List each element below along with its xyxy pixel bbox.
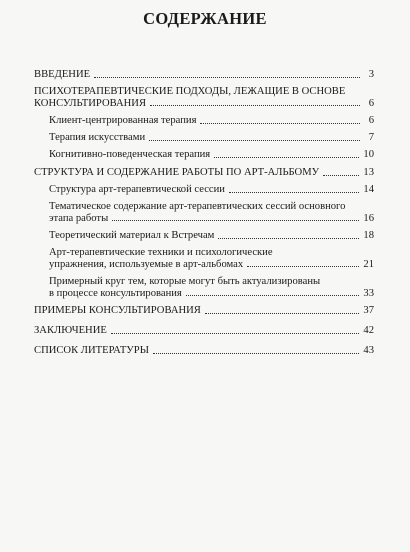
- toc-entry-title-cont: этапа работы: [49, 212, 109, 224]
- toc-entry-page: 33: [363, 287, 374, 299]
- toc-entry-title: Клиент-центрированная терапия: [49, 115, 197, 126]
- toc-entry-title: ПРИМЕРЫ КОНСУЛЬТИРОВАНИЯ: [34, 305, 201, 316]
- toc-entry-session-structure[interactable]: [49, 184, 374, 196]
- toc-entry-techniques[interactable]: [49, 247, 374, 270]
- toc-entry-title: ПСИХОТЕРАПЕВТИЧЕСКИЕ ПОДХОДЫ, ЛЕЖАЩИЕ В ОСНОВЕ: [34, 86, 346, 97]
- page-title: СОДЕРЖАНИЕ: [143, 9, 267, 28]
- toc-entry-page: 16: [363, 212, 374, 224]
- toc-entry-theory[interactable]: [49, 230, 374, 242]
- toc-entry-title: Тематическое содержание арт-терапевтических сессий основного: [49, 201, 346, 212]
- toc-entry-page: 13: [363, 167, 374, 178]
- leader-dots: [229, 192, 359, 193]
- toc-entry-title-cont: КОНСУЛЬТИРОВАНИЯ: [34, 97, 147, 109]
- leader-dots: [200, 123, 360, 124]
- toc-entry-page: 18: [363, 230, 374, 241]
- toc-entry-title: СПИСОК ЛИТЕРАТУРЫ: [34, 345, 149, 356]
- toc-entry-page: 37: [363, 305, 374, 316]
- toc-entry-introduction[interactable]: [34, 69, 374, 81]
- toc-entry-examples[interactable]: [34, 305, 374, 317]
- toc-entry-page: 10: [363, 149, 374, 160]
- leader-dots: [247, 266, 359, 267]
- toc-entry-title: СТРУКТУРА И СОДЕРЖАНИЕ РАБОТЫ ПО АРТ-АЛЬБОМУ: [34, 167, 320, 178]
- toc-entry-page: 6: [368, 97, 374, 109]
- toc-entry-title: ЗАКЛЮЧЕНИЕ: [34, 325, 107, 336]
- leader-dots: [186, 295, 360, 296]
- leader-dots: [323, 175, 359, 176]
- leader-dots: [214, 157, 359, 158]
- toc-entry-conclusion[interactable]: [34, 325, 374, 337]
- toc-entry-title: ВВЕДЕНИЕ: [34, 69, 91, 80]
- leader-dots: [205, 313, 360, 314]
- toc-entry-approaches[interactable]: [34, 86, 374, 109]
- toc-entry-title: Структура арт-терапевтической сессии: [49, 184, 225, 195]
- toc-entry-title-cont: в процессе консультирования: [49, 287, 182, 299]
- toc-entry-page: 43: [363, 345, 374, 356]
- toc-entry-page: 14: [363, 184, 374, 195]
- leader-dots: [94, 77, 360, 78]
- toc-entry-title: Когнитивно-поведенческая терапия: [49, 149, 211, 160]
- toc-entry-title: Примерный круг тем, которые могут быть актуализированы: [49, 276, 321, 287]
- toc-entry-art-therapy[interactable]: [49, 132, 374, 144]
- toc-entry-topics[interactable]: [49, 276, 374, 299]
- toc-entry-title-cont: упражнения, используемые в арт-альбомах: [49, 258, 244, 270]
- toc-entry-page: 7: [368, 132, 374, 143]
- toc-entry-title: Арт-терапевтические техники и психологические: [49, 247, 273, 258]
- leader-dots: [150, 105, 360, 106]
- toc-entry-page: 6: [368, 115, 374, 126]
- leader-dots: [111, 333, 360, 334]
- leader-dots: [112, 220, 359, 221]
- toc-entry-title: Терапия искусствами: [49, 132, 146, 143]
- toc-entry-thematic-content[interactable]: [49, 201, 374, 224]
- toc-entry-title: Теоретический материал к Встречам: [49, 230, 215, 241]
- toc-entry-structure[interactable]: [34, 167, 374, 179]
- toc-entry-page: 42: [363, 325, 374, 336]
- leader-dots: [218, 238, 359, 239]
- toc-entry-cbt[interactable]: [49, 149, 374, 161]
- leader-dots: [153, 353, 359, 354]
- leader-dots: [149, 140, 360, 141]
- toc-entry-page: 3: [368, 69, 374, 80]
- toc-entry-references[interactable]: [34, 345, 374, 357]
- toc-entry-page: 21: [363, 258, 374, 270]
- toc-entry-client-centered[interactable]: [49, 115, 374, 127]
